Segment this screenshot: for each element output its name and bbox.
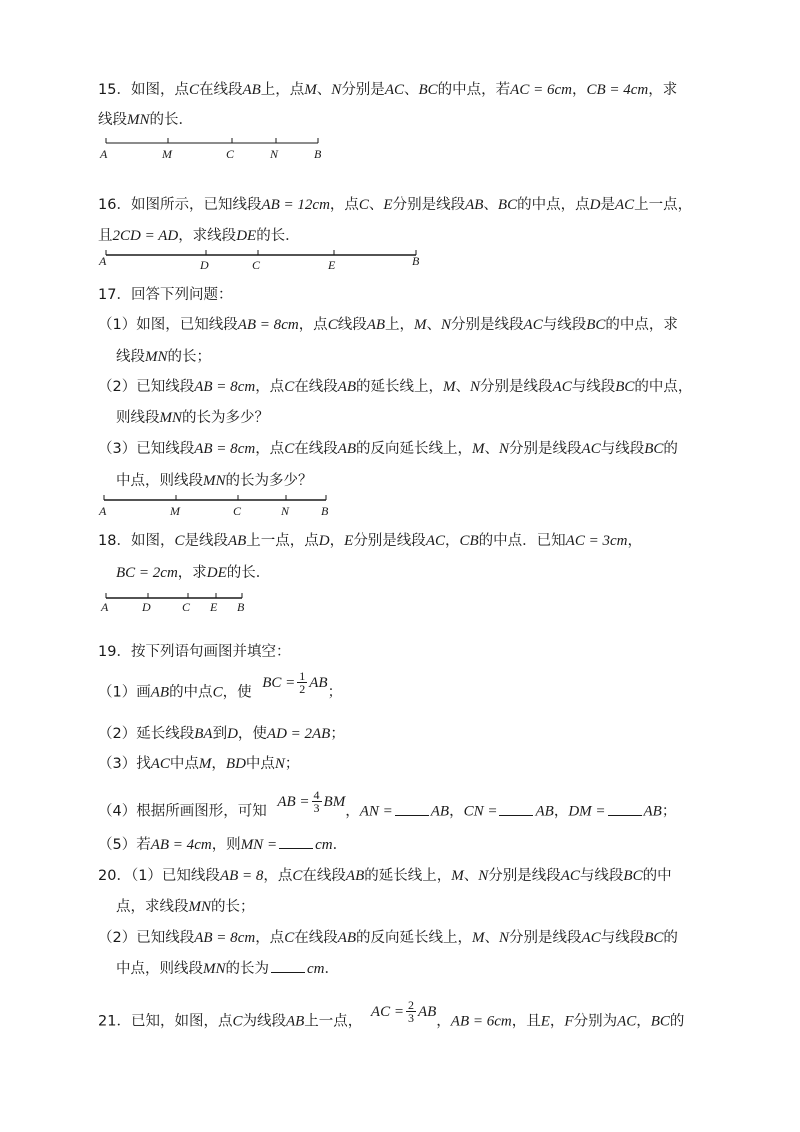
q17-part1-line2: 线段MN的长； (116, 349, 211, 365)
q19-blank-mn[interactable] (279, 836, 313, 849)
q15-label-c: C (226, 147, 235, 161)
q17-figure (96, 493, 346, 519)
q15-label-m: M (162, 147, 172, 161)
q17-part1-line1: （1）如图，已知线段AB = 8cm，点C线段AB上，M、N分别是线段AC与线段BC的中点，求 (98, 317, 678, 333)
q16-line1: 16．如图所示，已知线段AB = 12cm，点C、E分别是线段AB、BC的中点，点D是AC上一点， (98, 197, 693, 213)
q15-label-a: A (100, 147, 108, 161)
q19-part1: （1）画AB的中点C，使 BC = $\frac{1}{2}$ AB； (98, 669, 343, 701)
q21-fraction-two-thirds: $\frac{2}{3}$ (407, 998, 414, 1025)
q17-part2-line2: 则线段MN的长为多少？ (116, 410, 269, 426)
q20-part2-line2: 中点，则线段MN的长为 cm． (116, 961, 339, 977)
q17-part2-line1: （2）已知线段AB = 8cm，点C在线段AB的延长线上，M、N分别是线段AC与线段BC的中点， (98, 379, 693, 395)
q19-part5: （5）若AB = 4cm，则MN = cm． (98, 837, 348, 853)
q19-part3: （3）找AC中点M，BD中点N； (98, 756, 300, 772)
q20-part1-line2: 点，求线段MN的长； (116, 899, 255, 915)
q17-part3-line1: （3）已知线段AB = 8cm，点C在线段AB的反向延长线上，M、N分别是线段AC与线段BC的 (98, 441, 678, 457)
q19-blank-cn[interactable] (499, 803, 533, 816)
q17-label-c: C (233, 504, 242, 518)
q16-label-a: A (99, 254, 107, 268)
q15-line2: 线段MN的长． (98, 112, 193, 128)
q15-label-n: N (270, 147, 279, 161)
q16-line2: 且2CD = AD，求线段DE的长． (98, 228, 300, 244)
q18-label-c: C (182, 600, 191, 614)
q16-label-c: C (252, 258, 261, 272)
q16-label-b: B (412, 254, 420, 268)
q16-label-e: E (328, 258, 336, 272)
q17-label-m: M (170, 504, 180, 518)
q15-label-b: B (314, 147, 322, 161)
q16-label-d: D (200, 258, 209, 272)
q20-part1-line1: 20．（1）已知线段AB = 8，点C在线段AB的延长线上，M、N分别是线段AC与线段BC的中 (98, 868, 672, 884)
q17-label-n: N (281, 504, 290, 518)
q21-line1: 21．已知，如图，点C为线段AB上一点， AC = $\frac{2}{3}$ AB，AB = 6cm，且E，F分别为AC，BC的 (98, 998, 685, 1030)
q18-line1: 18．如图，C是线段AB上一点，点D，E分别是线段AC，CB的中点．已知AC = 3cm， (98, 533, 642, 549)
q19-blank-an[interactable] (395, 803, 429, 816)
q17-part3-line2: 中点，则线段MN的长为多少？ (116, 473, 313, 489)
q19-part2: （2）延长线段BA到D，使AD = 2AB； (98, 726, 345, 742)
q17-label-a: A (99, 504, 107, 518)
q19-title: 19．按下列语句画图并填空： (98, 644, 291, 660)
q18-label-d: D (142, 600, 151, 614)
q18-line2: BC = 2cm，求DE的长． (116, 565, 271, 581)
q18-label-a: A (101, 600, 109, 614)
q15-line1: 15．如图，点C在线段AB上，点M、N分别是AC、BC的中点，若AC = 6cm，CB = 4cm，求 (98, 82, 678, 98)
q18-label-e: E (210, 600, 218, 614)
q19-part4: （4）根据所画图形，可知 AB = $\frac{4}{3}$ BM，AN = AB，CN = AB，DM = AB； (98, 788, 677, 820)
q18-figure (98, 591, 258, 615)
q16-figure (96, 248, 436, 272)
q17-title: 17．回答下列问题： (98, 287, 233, 303)
q15-figure (96, 136, 336, 162)
q20-blank-mn[interactable] (271, 960, 305, 973)
q19-blank-dm[interactable] (608, 803, 642, 816)
q19-fraction-half: $\frac{1}{2}$ (299, 669, 306, 696)
q18-label-b: B (237, 600, 245, 614)
q17-label-b: B (321, 504, 329, 518)
q19-fraction-four-thirds: $\frac{4}{3}$ (313, 788, 320, 815)
q20-part2-line1: （2）已知线段AB = 8cm，点C在线段AB的反向延长线上，M、N分别是线段AC与线段BC的 (98, 930, 678, 946)
